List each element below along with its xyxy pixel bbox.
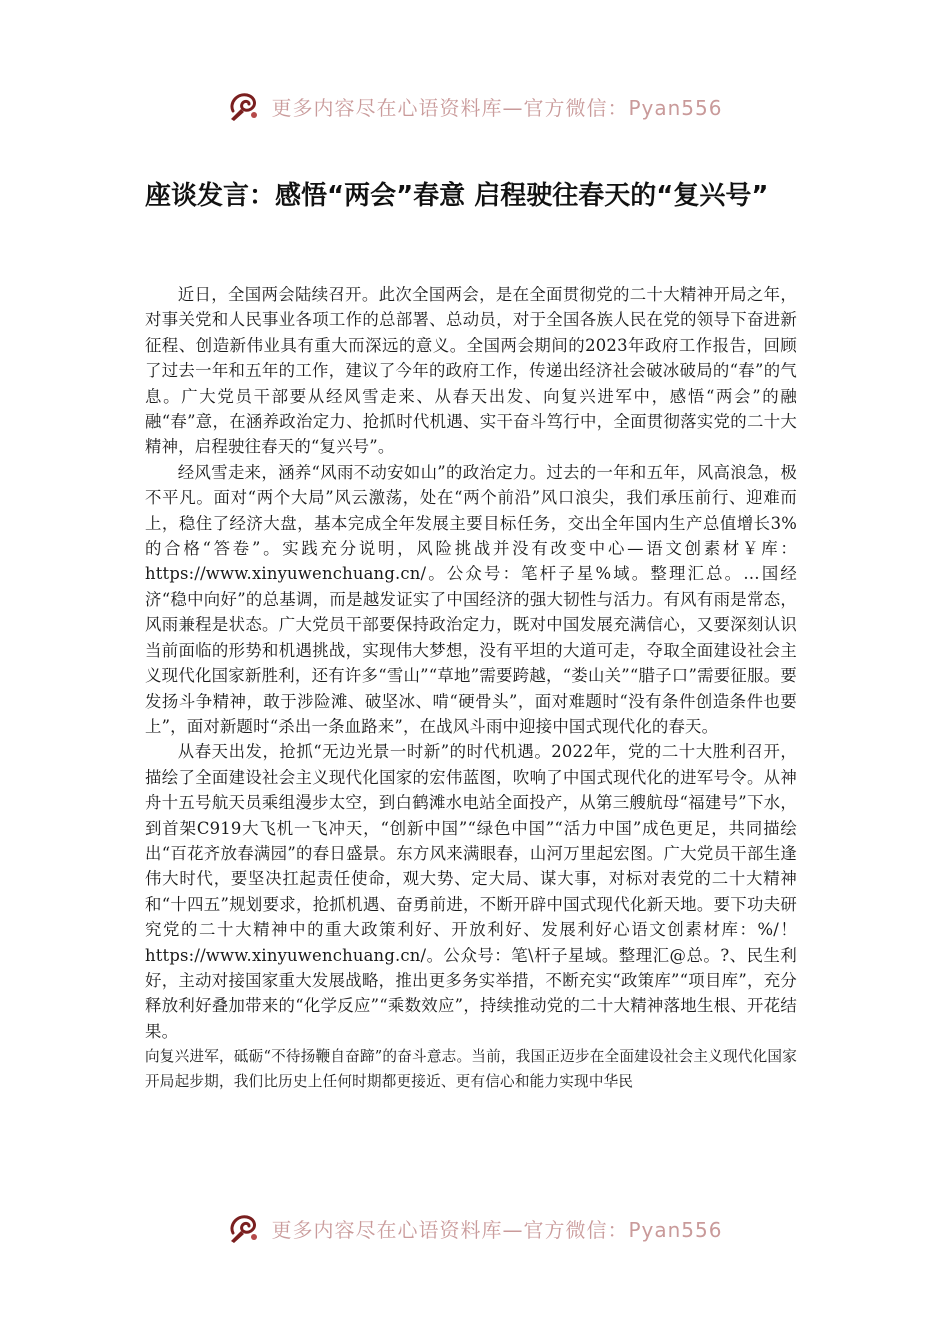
banner-text: 更多内容尽在心语资料库—官方微信：Pyan556 <box>271 95 723 120</box>
footer-banner <box>0 1208 950 1248</box>
document-body <box>145 282 797 1094</box>
header-banner <box>0 86 950 126</box>
paragraph-3: 从春天出发，抢抓“无边光景一时新”的时代机遇。2022年，党的二十大胜利召开，描绘了全面建设社会主义现代化国家的宏伟蓝图，吹响了中国式现代化的进军号令。从神舟十五号航天员乘组漫步太空，到白鹤滩水电站全面投产，从第三艘航母“福建号”下水，到首架C919大飞机一飞冲天，“创新中国”“绿色中国”“活力中国”成色更足，共同描绘出“百花齐放春满园”的春日盛景。东方风来满眼春，山河万里起宏图。广大党员干部生逢伟大时代，要坚决扛起责任使命，观大势、定大局、谋大事，对标对表党的二十大精神和“十四五”规划要求，抢抓机遇、奋勇前进，不断开辟中国式现代化新天地。要下功夫研究党的二十大精神中的重大政策利好、开放利好、发展利好心语文创素材库：%/！https://www.xinyuwenchuang.cn/。公众号：笔\杆子星域。整理汇@总。?、民生利好，主动对接国家重大发展战略，推出更多务实举措，不断充实“政策库”“项目库”，充分释放利好叠加带来的“化学反应”“乘数效应”，持续推动党的二十大精神落地生根、开花结果。 <box>145 742 797 1041</box>
pen-swirl-logo-icon <box>227 89 263 123</box>
pen-swirl-logo-icon <box>227 1211 263 1245</box>
banner-text: 更多内容尽在心语资料库—官方微信：Pyan556 <box>271 1217 723 1242</box>
paragraph-1: 近日，全国两会陆续召开。此次全国两会，是在全面贯彻党的二十大精神开局之年，对事关党和人民事业各项工作的总部署、总动员，对于全国各族人民在党的领导下奋进新征程、创造新伟业具有重大而深远的意义。全国两会期间的2023年政府工作报告，回顾了过去一年和五年的工作，建议了今年的政府工作，传递出经济社会破冰破局的“春”的气息。广大党员干部要从经风雪走来、从春天出发、向复兴进军中，感悟“两会”的融融“春”意，在涵养政治定力、抢抓时代机遇、实干奋斗笃行中，全面贯彻落实党的二十大精神，启程驶往春天的“复兴号”。 <box>145 285 797 457</box>
paragraph-2: 经风雪走来，涵养“风雨不动安如山”的政治定力。过去的一年和五年，风高浪急，极不平凡。面对“两个大局”风云激荡，处在“两个前沿”风口浪尖，我们承压前行、迎难而上，稳住了经济大盘，基本完成全年发展主要目标任务，交出全年国内生产总值增长3%的合格“答卷”。实践充分说明，风险挑战并没有改变中心—语文创素材￥库：https://www.xinyuwenchuang.cn/。公众号：笔杆子星%域。整理汇总。…国经济“稳中向好”的总基调，而是越发证实了中国经济的强大韧性与活力。有风有雨是常态，风雨兼程是状态。广大党员干部要保持政治定力，既对中国发展充满信心，又要深刻认识当前面临的形势和机遇挑战，实现伟大梦想，没有平坦的大道可走，夺取全面建设社会主义现代化国家新胜利，还有许多“雪山”“草地”需要跨越，“娄山关”“腊子口”需要征服。要发扬斗争精神，敢于涉险滩、破坚冰、啃“硬骨头”，面对难题时“没有条件创造条件也要上”，面对新题时“杀出一条血路来”，在战风斗雨中迎接中国式现代化的春天。 <box>145 462 797 736</box>
document-title: 座谈发言：感悟“两会”春意 启程驶往春天的“复兴号” <box>145 181 769 211</box>
paragraph-4: 向复兴进军，砥砺“不待扬鞭自奋蹄”的奋斗意志。当前，我国正迈步在全面建设社会主义现代化国家开局起步期，我们比历史上任何时期都更接近、更有信心和能力实现中华民 <box>145 1048 797 1091</box>
